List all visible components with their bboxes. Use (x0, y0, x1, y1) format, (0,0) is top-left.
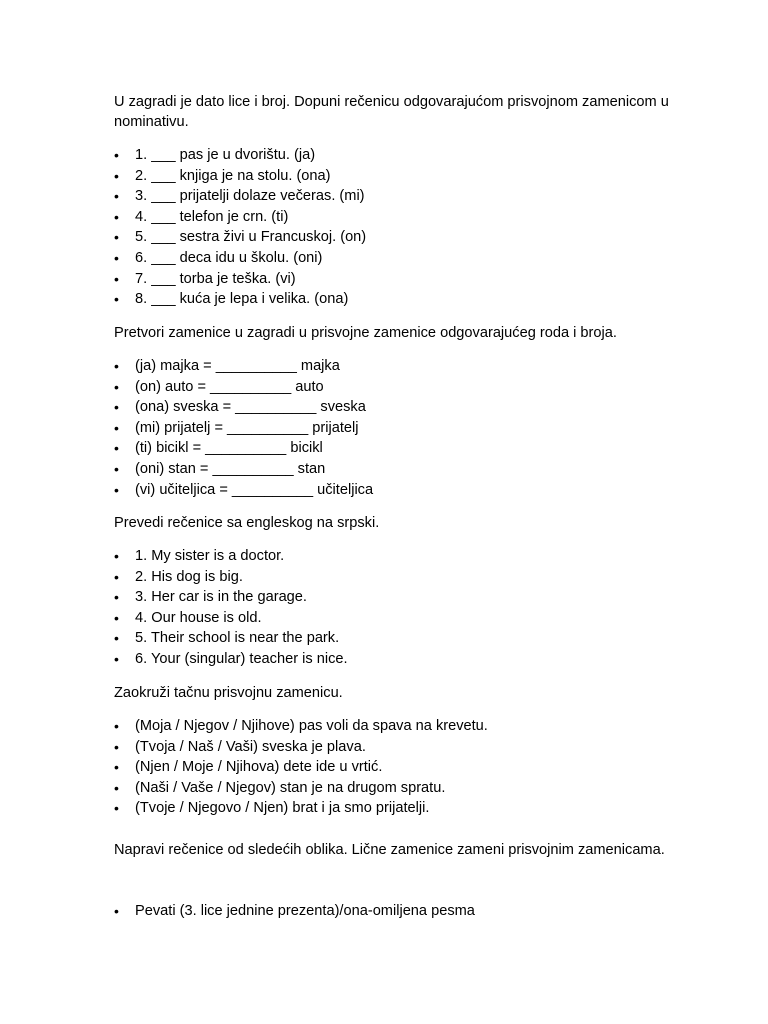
list-item-text: 2. ___ knjiga je na stolu. (ona) (135, 167, 331, 184)
bullet-icon: • (114, 358, 119, 374)
bullet-icon: • (114, 249, 119, 266)
list-item (114, 397, 373, 418)
bullet-icon: • (114, 548, 119, 564)
list-item-text: (on) auto = __________ auto (135, 378, 324, 395)
bullet-icon: • (114, 147, 119, 163)
list-item (114, 227, 366, 248)
bullet-icon: • (114, 188, 119, 205)
list-item-text: 5. ___ sestra živi u Francuskoj. (on) (135, 229, 367, 246)
list-item-text: (Tvoje / Njegovo / Njen) brat i ja smo prijatelji. (135, 800, 430, 817)
bullet-icon: • (114, 229, 119, 246)
list-item (114, 608, 348, 629)
list-item-text: 3. Her car is in the garage. (135, 589, 307, 606)
list-item (114, 628, 348, 649)
bullet-icon: • (114, 460, 119, 477)
list-item (114, 356, 373, 377)
list-item-text: (ona) sveska = __________ sveska (135, 399, 366, 416)
bullet-icon: • (114, 718, 119, 734)
exercise-1-list (114, 145, 366, 310)
list-item (114, 901, 475, 922)
exercise-4-list (114, 716, 488, 819)
list-item-text: (mi) prijatelj = __________ prijatelj (135, 419, 359, 436)
list-item (114, 567, 348, 588)
list-item (114, 269, 366, 290)
list-item (114, 716, 488, 737)
list-item-text: (Tvoja / Naš / Vaši) sveska je plava. (135, 738, 366, 755)
bullet-icon: • (114, 167, 119, 184)
list-item (114, 459, 373, 480)
bullet-icon: • (114, 291, 119, 308)
exercise-3-list (114, 546, 348, 670)
bullet-icon: • (114, 568, 119, 585)
list-item-text: 3. ___ prijatelji dolaze večeras. (mi) (135, 188, 365, 205)
list-item (114, 798, 488, 819)
list-item-text: 1. ___ pas je u dvorištu. (ja) (135, 147, 316, 163)
list-item (114, 377, 373, 398)
bullet-icon: • (114, 399, 119, 416)
list-item-text: 4. Our house is old. (135, 609, 262, 626)
bullet-icon: • (114, 270, 119, 287)
bullet-icon: • (114, 419, 119, 436)
bullet-icon: • (114, 589, 119, 606)
list-item (114, 418, 373, 439)
list-item (114, 778, 488, 799)
bullet-icon: • (114, 759, 119, 776)
instruction-4: Zaokruži tačnu prisvojnu zamenicu. (114, 685, 343, 701)
list-item (114, 145, 366, 166)
instruction-1: U zagradi je dato lice i broj. Dopuni rečenicu odgovarajućom prisvojnom zamenicom u nominativu. (114, 94, 669, 130)
exercise-2-list (114, 356, 373, 500)
exercise-5-list (114, 901, 475, 922)
instruction-2: Pretvori zamenice u zagradi u prisvojne zamenice odgovarajućeg roda i broja. (114, 325, 617, 341)
list-item (114, 438, 373, 459)
list-item-text: (ja) majka = __________ majka (135, 358, 340, 374)
bullet-icon: • (114, 800, 119, 817)
list-item (114, 587, 348, 608)
bullet-icon: • (114, 440, 119, 457)
list-item-text: 2. His dog is big. (135, 568, 243, 585)
instruction-3: Prevedi rečenice sa engleskog na srpski. (114, 515, 380, 531)
bullet-icon: • (114, 378, 119, 395)
bullet-icon: • (114, 779, 119, 796)
list-item (114, 757, 488, 778)
list-item-text: 7. ___ torba je teška. (vi) (135, 270, 296, 287)
instruction-5: Napravi rečenice od sledećih oblika. Lične zamenice zameni prisvojnim zamenicama. (114, 842, 665, 858)
list-item (114, 546, 348, 567)
list-item (114, 166, 366, 187)
list-item (114, 207, 366, 228)
list-item-text: 4. ___ telefon je crn. (ti) (135, 208, 289, 225)
list-item-text: (Naši / Vaše / Njegov) stan je na drugom spratu. (135, 779, 446, 796)
list-item-text: (ti) bicikl = __________ bicikl (135, 440, 323, 457)
bullet-icon: • (114, 630, 119, 647)
list-item-text: (oni) stan = __________ stan (135, 460, 326, 477)
bullet-icon: • (114, 481, 119, 498)
list-item-text: (Njen / Moje / Njihova) dete ide u vrtić. (135, 759, 383, 776)
list-item-text: 6. ___ deca idu u školu. (oni) (135, 249, 323, 266)
list-item-text: 6. Your (singular) teacher is nice. (135, 650, 348, 667)
bullet-icon: • (114, 903, 119, 919)
list-item (114, 737, 488, 758)
list-item (114, 480, 373, 501)
list-item-text: 1. My sister is a doctor. (135, 548, 285, 564)
bullet-icon: • (114, 650, 119, 667)
list-item-text: (vi) učiteljica = __________ učiteljica (135, 481, 374, 498)
list-item-text: 8. ___ kuća je lepa i velika. (ona) (135, 291, 349, 308)
bullet-icon: • (114, 738, 119, 755)
list-item (114, 186, 366, 207)
list-item-text: (Moja / Njegov / Njihove) pas voli da spava na krevetu. (135, 718, 488, 734)
list-item (114, 289, 366, 310)
list-item (114, 649, 348, 670)
bullet-icon: • (114, 208, 119, 225)
list-item (114, 248, 366, 269)
bullet-icon: • (114, 609, 119, 626)
list-item-text: 5. Their school is near the park. (135, 630, 340, 647)
list-item-text: Pevati (3. lice jednine prezenta)/ona-omiljena pesma (135, 903, 475, 919)
